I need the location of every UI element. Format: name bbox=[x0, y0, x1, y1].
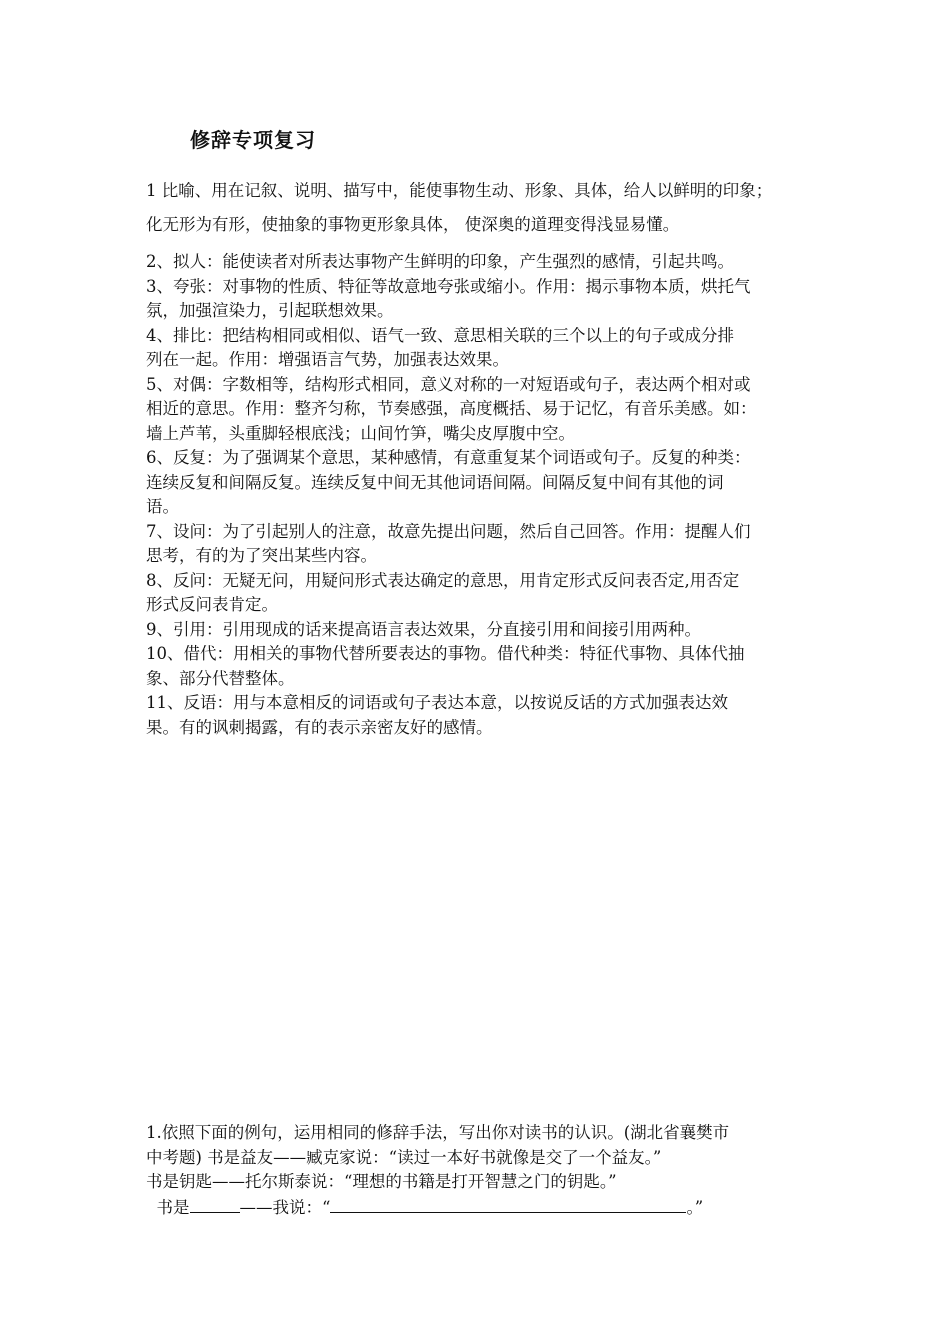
list-line: 10、借代：用相关的事物代替所要表达的事物。借代种类：特征代事物、具体代抽 bbox=[146, 644, 745, 663]
list-line: 语。 bbox=[146, 497, 179, 516]
list-line: 列在一起。作用：增强语言气势，加强表达效果。 bbox=[146, 350, 509, 369]
list-line: 果。有的讽刺揭露，有的表示亲密友好的感情。 bbox=[146, 717, 493, 737]
list-line: 9、引用：引用现成的话来提高语言表达效果，分直接引用和间接引用两种。 bbox=[146, 619, 701, 639]
exercise-line: 中考题) 书是益友——臧克家说：“读过一本好书就像是交了一个益友。” bbox=[146, 1147, 662, 1167]
exercise bbox=[146, 1121, 816, 1220]
list-line: 氛，加强渲染力，引起联想效果。 bbox=[146, 301, 394, 320]
list-line: 11、反语：用与本意相反的词语或句子表达本意，以按说反话的方式加强表达效 bbox=[146, 693, 728, 712]
page-title: 修辞专项复习 bbox=[190, 128, 316, 152]
answer-suffix: 。” bbox=[686, 1197, 704, 1217]
list-line: 象、部分代替整体。 bbox=[146, 668, 295, 688]
exercise-line: 书是钥匙——托尔斯泰说：“理想的书籍是打开智慧之门的钥匙。” bbox=[146, 1172, 617, 1191]
list-line: 3、夸张：对事物的性质、特征等故意地夸张或缩小。作用：揭示事物本质，烘托气 bbox=[146, 276, 751, 296]
list-line: 墙上芦苇，头重脚轻根底浅；山间竹笋，嘴尖皮厚腹中空。 bbox=[146, 423, 575, 443]
list-line: 连续反复和间隔反复。连续反复中间无其他词语间隔。间隔反复中间有其他的词 bbox=[146, 472, 724, 492]
list-line: 8、反问：无疑无问，用疑问形式表达确定的意思，用肯定形式反问表否定,用否定 bbox=[146, 570, 740, 590]
answer-middle: ——我说：“ bbox=[239, 1197, 331, 1217]
intro-paragraph bbox=[146, 174, 816, 242]
list-line: 思考，有的为了突出某些内容。 bbox=[146, 546, 377, 565]
list-line: 相近的意思。作用：整齐匀称，节奏感强，高度概括、易于记忆，有音乐美感。如： bbox=[146, 399, 757, 418]
answer-line bbox=[146, 1195, 816, 1221]
list-line: 5、对偶：字数相等，结构形式相同，意义对称的一对短语或句子，表达两个相对或 bbox=[146, 374, 751, 394]
answer-blank-long[interactable] bbox=[330, 1195, 686, 1213]
list-line: 4、排比：把结构相同或相似、语气一致、意思相关联的三个以上的句子或成分排 bbox=[146, 325, 734, 345]
list-line: 6、反复：为了强调某个意思，某种感情，有意重复某个词语或句子。反复的种类： bbox=[146, 448, 751, 467]
intro-line: 1 比喻、用在记叙、说明、描写中，能使事物生动、形象、具体，给人以鲜明的印象； bbox=[146, 181, 773, 200]
list-line: 2、拟人：能使读者对所表达事物产生鲜明的印象，产生强烈的感情，引起共鸣。 bbox=[146, 252, 734, 271]
intro-line: 化无形为有形，使抽象的事物更形象具体， 使深奥的道理变得浅显易懂。 bbox=[146, 215, 680, 234]
exercise-line: 1.依照下面的例句，运用相同的修辞手法，写出你对读书的认识。(湖北省襄樊市 bbox=[146, 1123, 730, 1142]
answer-blank-short[interactable] bbox=[190, 1195, 240, 1213]
list-line: 7、设问：为了引起别人的注意，故意先提出问题，然后自己回答。作用：提醒人们 bbox=[146, 521, 751, 541]
rhetoric-list bbox=[146, 250, 816, 740]
answer-prefix: 书是 bbox=[146, 1197, 190, 1217]
list-line: 形式反问表肯定。 bbox=[146, 595, 278, 614]
